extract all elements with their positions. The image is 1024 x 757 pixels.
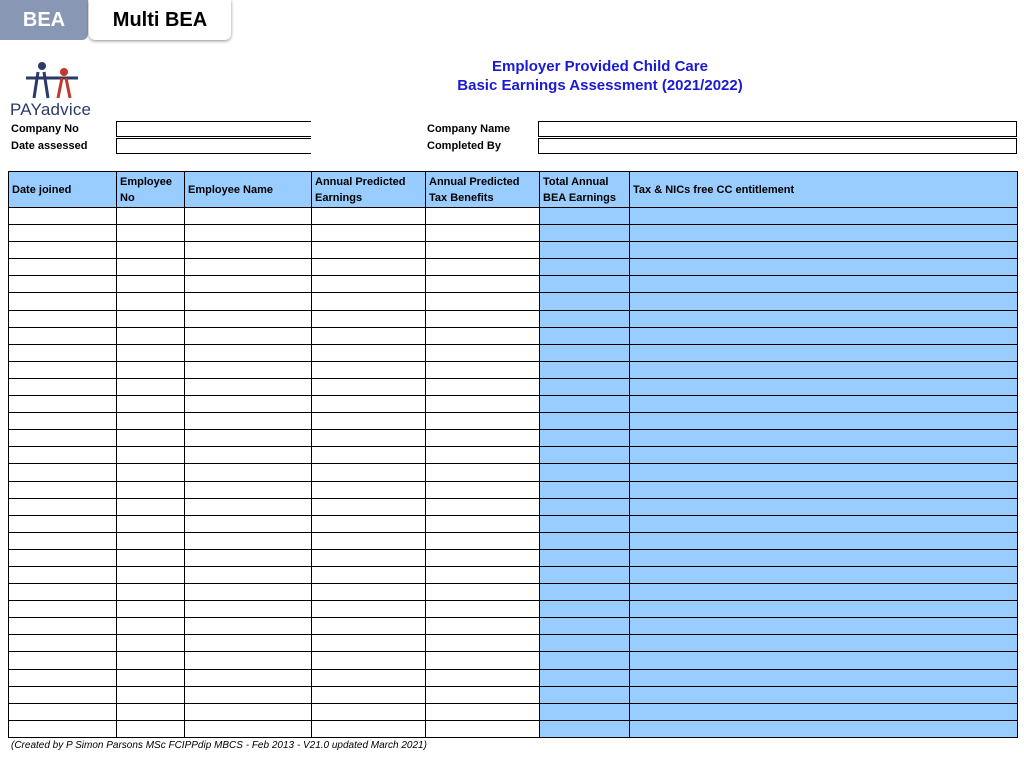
annual-earnings-cell[interactable] — [312, 225, 426, 242]
total-bea-cell — [540, 720, 630, 737]
employee-no-cell[interactable] — [117, 669, 185, 686]
annual-tax-benefits-cell[interactable] — [426, 618, 540, 635]
employee-name-cell[interactable] — [185, 686, 312, 703]
annual-tax-benefits-cell[interactable] — [426, 515, 540, 532]
total-bea-cell — [540, 584, 630, 601]
cc-entitlement-cell — [630, 276, 1018, 293]
employee-name-cell[interactable] — [185, 361, 312, 378]
total-bea-cell — [540, 464, 630, 481]
employee-no-cell[interactable] — [117, 652, 185, 669]
total-bea-cell — [540, 532, 630, 549]
employee-name-cell[interactable] — [185, 225, 312, 242]
cc-entitlement-cell — [630, 361, 1018, 378]
employee-no-cell[interactable] — [117, 498, 185, 515]
cc-entitlement-cell — [630, 549, 1018, 566]
table-row — [9, 532, 1018, 549]
total-bea-cell — [540, 652, 630, 669]
cc-entitlement-cell — [630, 378, 1018, 395]
tab-multi-bea[interactable]: Multi BEA — [89, 0, 231, 40]
cc-entitlement-cell — [630, 515, 1018, 532]
employee-no-cell[interactable] — [117, 549, 185, 566]
column-header-annual-earnings: Annual Predicted Earnings — [312, 172, 426, 208]
annual-earnings-cell[interactable] — [312, 703, 426, 720]
employee-name-cell[interactable] — [185, 703, 312, 720]
annual-earnings-cell[interactable] — [312, 481, 426, 498]
total-bea-cell — [540, 396, 630, 413]
date-joined-cell[interactable] — [9, 549, 117, 566]
date-joined-cell[interactable] — [9, 276, 117, 293]
date-joined-cell[interactable] — [9, 532, 117, 549]
total-bea-cell — [540, 549, 630, 566]
date-joined-cell[interactable] — [9, 378, 117, 395]
employee-name-cell[interactable] — [185, 635, 312, 652]
annual-tax-benefits-cell[interactable] — [426, 481, 540, 498]
employee-name-cell[interactable] — [185, 532, 312, 549]
employee-no-cell[interactable] — [117, 720, 185, 737]
annual-earnings-cell[interactable] — [312, 276, 426, 293]
table-row — [9, 635, 1018, 652]
date-joined-cell[interactable] — [9, 498, 117, 515]
total-bea-cell — [540, 498, 630, 515]
cc-entitlement-cell — [630, 464, 1018, 481]
table-row — [9, 447, 1018, 464]
column-header-total-bea: Total Annual BEA Earnings — [540, 172, 630, 208]
date-joined-cell[interactable] — [9, 310, 117, 327]
table-row — [9, 225, 1018, 242]
cc-entitlement-cell — [630, 208, 1018, 225]
employee-no-cell[interactable] — [117, 618, 185, 635]
annual-tax-benefits-cell[interactable] — [426, 378, 540, 395]
cc-entitlement-cell — [630, 635, 1018, 652]
annual-tax-benefits-cell[interactable] — [426, 549, 540, 566]
cc-entitlement-cell — [630, 652, 1018, 669]
annual-earnings-cell[interactable] — [312, 669, 426, 686]
cc-entitlement-cell — [630, 532, 1018, 549]
employee-name-cell[interactable] — [185, 481, 312, 498]
annual-tax-benefits-cell[interactable] — [426, 566, 540, 583]
table-row — [9, 515, 1018, 532]
table-row — [9, 566, 1018, 583]
date-joined-cell[interactable] — [9, 344, 117, 361]
employee-name-cell[interactable] — [185, 601, 312, 618]
annual-tax-benefits-cell[interactable] — [426, 703, 540, 720]
column-header-annual-tax-benefits: Annual Predicted Tax Benefits — [426, 172, 540, 208]
annual-tax-benefits-cell[interactable] — [426, 396, 540, 413]
employee-name-cell[interactable] — [185, 276, 312, 293]
annual-earnings-cell[interactable] — [312, 549, 426, 566]
cc-entitlement-cell — [630, 259, 1018, 276]
total-bea-cell — [540, 635, 630, 652]
date-joined-cell[interactable] — [9, 601, 117, 618]
annual-tax-benefits-cell[interactable] — [426, 686, 540, 703]
employee-no-cell[interactable] — [117, 276, 185, 293]
employee-no-cell[interactable] — [117, 532, 185, 549]
employee-name-cell[interactable] — [185, 378, 312, 395]
date-joined-cell[interactable] — [9, 720, 117, 737]
employee-no-cell[interactable] — [117, 566, 185, 583]
cc-entitlement-cell — [630, 566, 1018, 583]
table-row — [9, 378, 1018, 395]
cc-entitlement-cell — [630, 584, 1018, 601]
total-bea-cell — [540, 361, 630, 378]
annual-tax-benefits-cell[interactable] — [426, 601, 540, 618]
annual-earnings-cell[interactable] — [312, 618, 426, 635]
annual-earnings-cell[interactable] — [312, 327, 426, 344]
employee-no-cell[interactable] — [117, 515, 185, 532]
total-bea-cell — [540, 242, 630, 259]
cc-entitlement-cell — [630, 396, 1018, 413]
annual-earnings-cell[interactable] — [312, 259, 426, 276]
table-row — [9, 703, 1018, 720]
company-name-field[interactable] — [538, 121, 1017, 137]
employee-name-cell[interactable] — [185, 344, 312, 361]
cc-entitlement-cell — [630, 498, 1018, 515]
employee-no-cell[interactable] — [117, 361, 185, 378]
table-row — [9, 208, 1018, 225]
date-joined-cell[interactable] — [9, 566, 117, 583]
annual-tax-benefits-cell[interactable] — [426, 242, 540, 259]
employee-name-cell[interactable] — [185, 413, 312, 430]
table-row — [9, 293, 1018, 310]
employee-table — [8, 171, 1018, 738]
cc-entitlement-cell — [630, 601, 1018, 618]
table-row — [9, 584, 1018, 601]
table-row — [9, 720, 1018, 737]
date-joined-cell[interactable] — [9, 447, 117, 464]
total-bea-cell — [540, 225, 630, 242]
annual-earnings-cell[interactable] — [312, 652, 426, 669]
employee-no-cell[interactable] — [117, 225, 185, 242]
employee-no-cell[interactable] — [117, 413, 185, 430]
total-bea-cell — [540, 208, 630, 225]
total-bea-cell — [540, 703, 630, 720]
cc-entitlement-cell — [630, 310, 1018, 327]
tab-bea[interactable]: BEA — [0, 0, 88, 40]
total-bea-cell — [540, 669, 630, 686]
employee-name-cell[interactable] — [185, 566, 312, 583]
employee-name-cell[interactable] — [185, 293, 312, 310]
cc-entitlement-cell — [630, 447, 1018, 464]
company-no-label: Company No — [11, 123, 79, 135]
annual-earnings-cell[interactable] — [312, 430, 426, 447]
annual-earnings-cell[interactable] — [312, 310, 426, 327]
employee-name-cell[interactable] — [185, 720, 312, 737]
total-bea-cell — [540, 481, 630, 498]
date-joined-cell[interactable] — [9, 259, 117, 276]
cc-entitlement-cell — [630, 225, 1018, 242]
table-row — [9, 464, 1018, 481]
column-header-date-joined: Date joined — [9, 172, 117, 208]
annual-tax-benefits-cell[interactable] — [426, 464, 540, 481]
employee-no-cell[interactable] — [117, 310, 185, 327]
employee-no-cell[interactable] — [117, 601, 185, 618]
annual-earnings-cell[interactable] — [312, 293, 426, 310]
annual-tax-benefits-cell[interactable] — [426, 447, 540, 464]
date-joined-cell[interactable] — [9, 618, 117, 635]
employee-name-cell[interactable] — [185, 584, 312, 601]
annual-earnings-cell[interactable] — [312, 242, 426, 259]
employee-name-cell[interactable] — [185, 242, 312, 259]
page-title: Employer Provided Child Care — [492, 58, 708, 75]
employee-name-cell[interactable] — [185, 515, 312, 532]
date-joined-cell[interactable] — [9, 293, 117, 310]
annual-tax-benefits-cell[interactable] — [426, 225, 540, 242]
annual-earnings-cell[interactable] — [312, 498, 426, 515]
date-joined-cell[interactable] — [9, 413, 117, 430]
total-bea-cell — [540, 566, 630, 583]
annual-earnings-cell[interactable] — [312, 515, 426, 532]
total-bea-cell — [540, 293, 630, 310]
cc-entitlement-cell — [630, 344, 1018, 361]
employee-no-cell[interactable] — [117, 703, 185, 720]
date-joined-cell[interactable] — [9, 464, 117, 481]
company-no-field[interactable] — [116, 121, 311, 137]
annual-tax-benefits-cell[interactable] — [426, 361, 540, 378]
company-name-label: Company Name — [427, 123, 511, 135]
column-header-cc-entitlement: Tax & NICs free CC entitlement — [630, 172, 1018, 208]
total-bea-cell — [540, 276, 630, 293]
table-row — [9, 259, 1018, 276]
employee-no-cell[interactable] — [117, 481, 185, 498]
employee-no-cell[interactable] — [117, 344, 185, 361]
table-row — [9, 310, 1018, 327]
page-subtitle: Basic Earnings Assessment (2021/2022) — [457, 77, 743, 94]
employee-name-cell[interactable] — [185, 464, 312, 481]
total-bea-cell — [540, 686, 630, 703]
cc-entitlement-cell — [630, 430, 1018, 447]
employee-name-cell[interactable] — [185, 208, 312, 225]
date-joined-cell[interactable] — [9, 635, 117, 652]
employee-name-cell[interactable] — [185, 310, 312, 327]
employee-name-cell[interactable] — [185, 430, 312, 447]
completed-by-field[interactable] — [538, 138, 1017, 154]
employee-no-cell[interactable] — [117, 464, 185, 481]
completed-by-label: Completed By — [427, 140, 501, 152]
employee-no-cell[interactable] — [117, 259, 185, 276]
annual-tax-benefits-cell[interactable] — [426, 532, 540, 549]
annual-tax-benefits-cell[interactable] — [426, 327, 540, 344]
annual-earnings-cell[interactable] — [312, 686, 426, 703]
table-row — [9, 601, 1018, 618]
annual-tax-benefits-cell[interactable] — [426, 259, 540, 276]
annual-tax-benefits-cell[interactable] — [426, 498, 540, 515]
table-row — [9, 618, 1018, 635]
total-bea-cell — [540, 310, 630, 327]
annual-tax-benefits-cell[interactable] — [426, 584, 540, 601]
date-joined-cell[interactable] — [9, 225, 117, 242]
table-row — [9, 242, 1018, 259]
employee-no-cell[interactable] — [117, 584, 185, 601]
table-row — [9, 669, 1018, 686]
annual-tax-benefits-cell[interactable] — [426, 720, 540, 737]
total-bea-cell — [540, 601, 630, 618]
table-row — [9, 327, 1018, 344]
table-row — [9, 481, 1018, 498]
table-row — [9, 276, 1018, 293]
annual-earnings-cell[interactable] — [312, 447, 426, 464]
cc-entitlement-cell — [630, 293, 1018, 310]
annual-earnings-cell[interactable] — [312, 601, 426, 618]
table-row — [9, 498, 1018, 515]
cc-entitlement-cell — [630, 242, 1018, 259]
annual-earnings-cell[interactable] — [312, 464, 426, 481]
table-row — [9, 344, 1018, 361]
cc-entitlement-cell — [630, 413, 1018, 430]
employee-no-cell[interactable] — [117, 447, 185, 464]
date-joined-cell[interactable] — [9, 481, 117, 498]
total-bea-cell — [540, 447, 630, 464]
cc-entitlement-cell — [630, 481, 1018, 498]
cc-entitlement-cell — [630, 327, 1018, 344]
date-joined-cell[interactable] — [9, 208, 117, 225]
total-bea-cell — [540, 327, 630, 344]
annual-earnings-cell[interactable] — [312, 361, 426, 378]
employee-no-cell[interactable] — [117, 396, 185, 413]
total-bea-cell — [540, 344, 630, 361]
annual-earnings-cell[interactable] — [312, 566, 426, 583]
employee-name-cell[interactable] — [185, 652, 312, 669]
date-joined-cell[interactable] — [9, 430, 117, 447]
annual-tax-benefits-cell[interactable] — [426, 310, 540, 327]
annual-tax-benefits-cell[interactable] — [426, 344, 540, 361]
employee-no-cell[interactable] — [117, 293, 185, 310]
column-header-employee-name: Employee Name — [185, 172, 312, 208]
total-bea-cell — [540, 618, 630, 635]
employee-name-cell[interactable] — [185, 618, 312, 635]
employee-no-cell[interactable] — [117, 635, 185, 652]
annual-tax-benefits-cell[interactable] — [426, 669, 540, 686]
date-joined-cell[interactable] — [9, 361, 117, 378]
annual-earnings-cell[interactable] — [312, 344, 426, 361]
date-assessed-label: Date assessed — [11, 140, 88, 152]
annual-tax-benefits-cell[interactable] — [426, 413, 540, 430]
employee-name-cell[interactable] — [185, 396, 312, 413]
annual-tax-benefits-cell[interactable] — [426, 276, 540, 293]
annual-earnings-cell[interactable] — [312, 532, 426, 549]
table-row — [9, 413, 1018, 430]
table-row — [9, 396, 1018, 413]
date-joined-cell[interactable] — [9, 703, 117, 720]
annual-tax-benefits-cell[interactable] — [426, 652, 540, 669]
annual-tax-benefits-cell[interactable] — [426, 430, 540, 447]
employee-name-cell[interactable] — [185, 669, 312, 686]
employee-no-cell[interactable] — [117, 327, 185, 344]
date-joined-cell[interactable] — [9, 669, 117, 686]
annual-earnings-cell[interactable] — [312, 396, 426, 413]
date-joined-cell[interactable] — [9, 652, 117, 669]
date-assessed-field[interactable] — [116, 138, 311, 154]
annual-earnings-cell[interactable] — [312, 378, 426, 395]
employee-no-cell[interactable] — [117, 430, 185, 447]
table-row — [9, 652, 1018, 669]
date-joined-cell[interactable] — [9, 686, 117, 703]
column-header-employee-no: Employee No — [117, 172, 185, 208]
annual-earnings-cell[interactable] — [312, 720, 426, 737]
date-joined-cell[interactable] — [9, 242, 117, 259]
annual-earnings-cell[interactable] — [312, 635, 426, 652]
employee-name-cell[interactable] — [185, 327, 312, 344]
employee-name-cell[interactable] — [185, 447, 312, 464]
date-joined-cell[interactable] — [9, 327, 117, 344]
total-bea-cell — [540, 378, 630, 395]
table-row — [9, 430, 1018, 447]
logo-text: PAYadvice — [10, 100, 92, 119]
annual-tax-benefits-cell[interactable] — [426, 208, 540, 225]
total-bea-cell — [540, 515, 630, 532]
date-joined-cell[interactable] — [9, 396, 117, 413]
employee-no-cell[interactable] — [117, 242, 185, 259]
total-bea-cell — [540, 259, 630, 276]
annual-earnings-cell[interactable] — [312, 584, 426, 601]
cc-entitlement-cell — [630, 686, 1018, 703]
annual-earnings-cell[interactable] — [312, 413, 426, 430]
employee-no-cell[interactable] — [117, 378, 185, 395]
cc-entitlement-cell — [630, 703, 1018, 720]
employee-name-cell[interactable] — [185, 498, 312, 515]
table-row — [9, 549, 1018, 566]
table-row — [9, 686, 1018, 703]
employee-no-cell[interactable] — [117, 208, 185, 225]
total-bea-cell — [540, 430, 630, 447]
footer-credit: (Created by P Simon Parsons MSc FCIPPdip MBCS - Feb 2013 - V21.0 updated March 2021) — [11, 740, 427, 751]
employee-no-cell[interactable] — [117, 686, 185, 703]
employee-name-cell[interactable] — [185, 259, 312, 276]
cc-entitlement-cell — [630, 669, 1018, 686]
annual-earnings-cell[interactable] — [312, 208, 426, 225]
date-joined-cell[interactable] — [9, 515, 117, 532]
cc-entitlement-cell — [630, 720, 1018, 737]
employee-name-cell[interactable] — [185, 549, 312, 566]
table-row — [9, 361, 1018, 378]
total-bea-cell — [540, 413, 630, 430]
annual-tax-benefits-cell[interactable] — [426, 293, 540, 310]
annual-tax-benefits-cell[interactable] — [426, 635, 540, 652]
cc-entitlement-cell — [630, 618, 1018, 635]
table-header-row — [9, 172, 1018, 208]
date-joined-cell[interactable] — [9, 584, 117, 601]
